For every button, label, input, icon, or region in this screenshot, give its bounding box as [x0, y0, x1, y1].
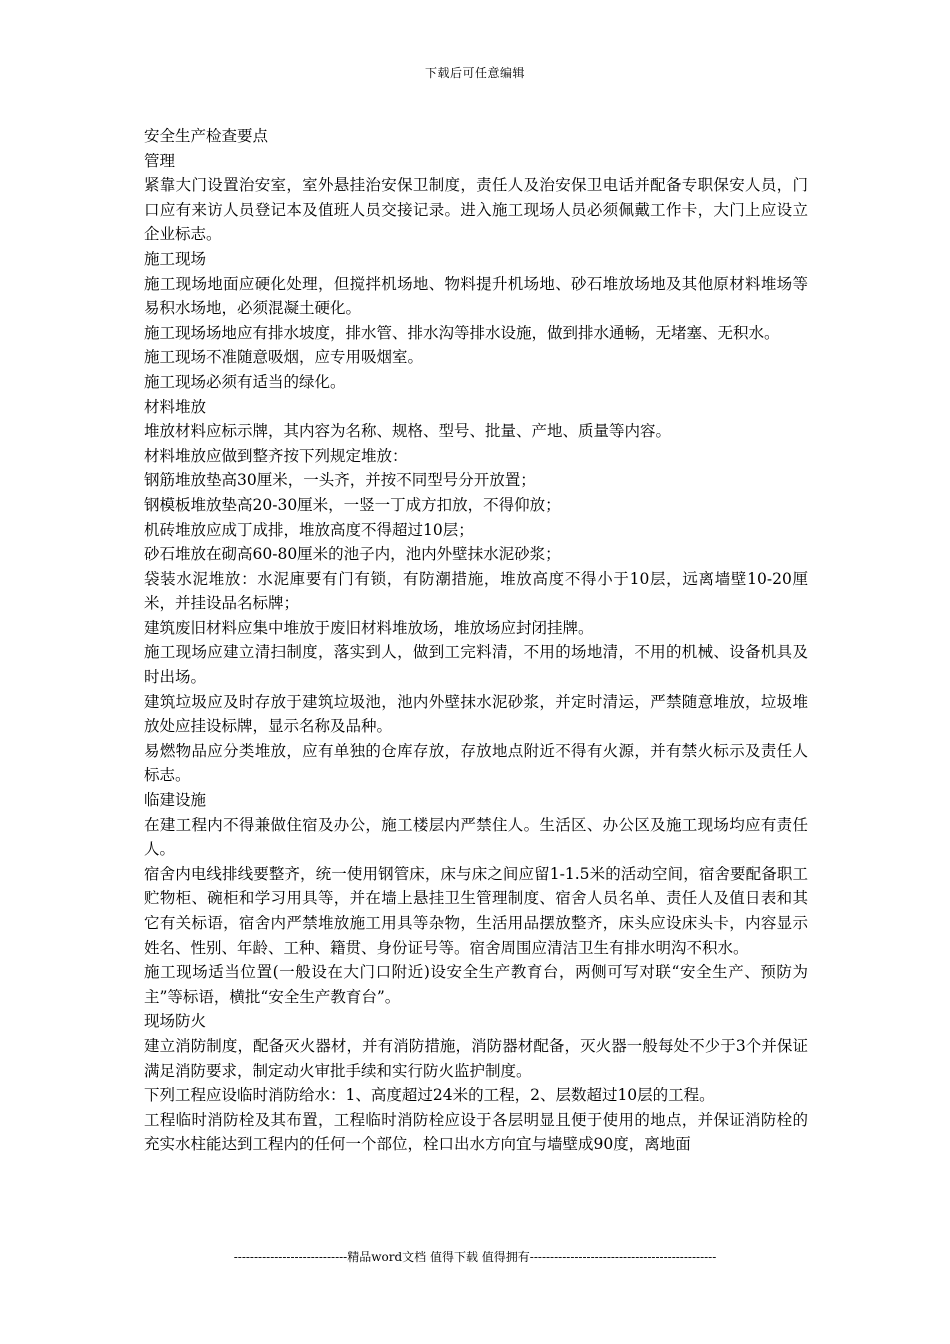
paragraph: 施工现场场地应有排水坡度，排水管、排水沟等排水设施，做到排水通畅，无堵塞、无积水。 — [144, 323, 780, 342]
paragraph: 建筑废旧材料应集中堆放于废旧材料堆放场，堆放场应封闭挂牌。 — [144, 618, 594, 637]
footer-note: ----------------------------精品word文档 值得下载 值得拥有---------------------------------------------- — [233, 1250, 717, 1264]
paragraph: 在建工程内不得兼做住宿及办公，施工楼层内严禁住人。生活区、办公区及施工现场均应有责任人。 — [144, 815, 808, 859]
section-heading: 材料堆放 — [144, 397, 207, 416]
paragraph: 砂石堆放在砌高60-80厘米的池子内，池内外壁抹水泥砂浆； — [144, 545, 561, 564]
paragraph: 钢模板堆放垫高20-30厘米，一竖一丁成方扣放，不得仰放； — [144, 495, 561, 514]
paragraph: 施工现场适当位置(一般设在大门口附近)设安全生产教育台，两侧可写对联“安全生产、预防为主”等标语，横批“安全生产教育台”。 — [144, 963, 808, 1006]
section-heading: 现场防火 — [144, 1012, 207, 1031]
paragraph: 机砖堆放应成丁成排，堆放高度不得超过10层； — [144, 520, 474, 539]
paragraph: 建立消防制度，配备灭火器材，并有消防措施，消防器材配备，灭火器一般每处不少于3个并保证满足消防要求，制定动火审批手续和实行防火监护制度。 — [144, 1036, 808, 1080]
paragraph: 易燃物品应分类堆放，应有单独的仓库存放，存放地点附近不得有火源，并有禁火标示及责任人标志。 — [144, 741, 808, 785]
paragraph: 钢筋堆放垫高30厘米，一头齐，并按不同型号分开放置； — [144, 471, 536, 490]
paragraph: 袋装水泥堆放：水泥庫要有门有锁，有防潮措施，堆放高度不得小于10层，远离墙壁10-20厘米，并挂设品名标牌； — [144, 569, 808, 613]
paragraph: 施工现场地面应硬化处理，但搅拌机场地、物料提升机场地、砂石堆放场地及其他原材料堆场等易积水场地，必须混凝土硬化。 — [144, 274, 808, 318]
section-heading: 管理 — [144, 151, 176, 170]
paragraph: 施工现场不准随意吸烟，应专用吸烟室。 — [144, 348, 424, 367]
paragraph: 宿舍内电线排线要整齐，统一使用钢管床，床与床之间应留1-1.5米的活动空间，宿舍要配备职工贮物柜、碗柜和学习用具等，并在墙上悬挂卫生管理制度、宿舍人员名单、责任人及值日表和其它有关标语，宿舍内严禁堆放施工用具等杂物，生活用品摆放整齐，床头应设床头卡，内容显示姓名、性别、年龄、工种、籍贯、身份证号等。宿舍周围应清洁卫生有排水明沟不积水。 — [144, 864, 808, 957]
paragraph: 下列工程应设临时消防给水：1、高度超过24米的工程，2、层数超过10层的工程。 — [144, 1086, 715, 1105]
document-body — [144, 124, 808, 1157]
section-heading: 施工现场 — [144, 249, 207, 268]
paragraph: 施工现场应建立清扫制度，落实到人，做到工完料清，不用的场地清，不用的机械、设备机具及时出场。 — [144, 643, 808, 687]
paragraph: 工程临时消防栓及其布置，工程临时消防栓应设于各层明显且便于使用的地点，并保证消防栓的充实水柱能达到工程内的任何一个部位，栓口出水方向宜与墙壁成90度，离地面 — [144, 1110, 808, 1154]
document-title: 安全生产检查要点 — [144, 127, 269, 145]
paragraph: 堆放材料应标示牌，其内容为名称、规格、型号、批量、产地、质量等内容。 — [144, 422, 672, 441]
header-note: 下载后可任意编辑 — [424, 66, 525, 80]
paragraph: 紧靠大门设置治安室，室外悬挂治安保卫制度，责任人及治安保卫电话并配备专职保安人员，门口应有来访人员登记本及值班人员交接记录。进入施工现场人员必须佩戴工作卡，大门上应设立企业标志。 — [144, 176, 808, 244]
section-heading: 临建设施 — [144, 791, 207, 810]
paragraph: 建筑垃圾应及时存放于建筑垃圾池，池内外壁抹水泥砂浆，并定时清运，严禁随意堆放，垃圾堆放处应挂设标牌，显示名称及品种。 — [144, 692, 808, 736]
paragraph: 施工现场必须有适当的绿化。 — [144, 372, 346, 391]
paragraph: 材料堆放应做到整齐按下列规定堆放： — [144, 446, 408, 465]
